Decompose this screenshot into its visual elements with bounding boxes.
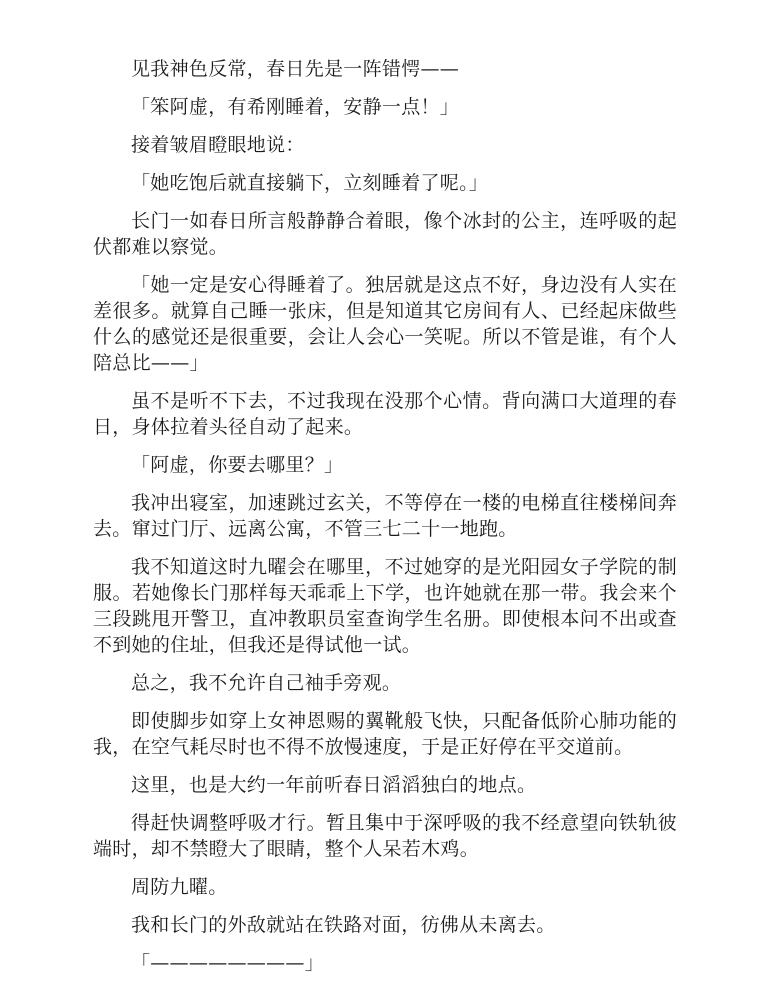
paragraph: 「她吃饱后就直接躺下，立刻睡着了呢。」 (131, 172, 489, 194)
paragraph: 即使脚步如穿上女神恩赐的翼靴般飞快，只配备低阶心肺功能的我，在空气耗尽时也不得不放慢速度，于是正好停在平交道前。 (93, 710, 677, 758)
paragraph: 得赶快调整呼吸才行。暂且集中于深呼吸的我不经意望向铁轨彼端时，却不禁瞪大了眼睛，整个人呆若木鸡。 (93, 812, 677, 860)
paragraph: 「笨阿虚，有希刚睡着，安静一点！」 (131, 96, 460, 118)
paragraph: 我冲出寝室，加速跳过玄关，不等停在一楼的电梯直往楼梯间奔去。窜过门厅、远离公寓，不管三七二十一地跑。 (93, 492, 677, 540)
paragraph: 接着皱眉瞪眼地说： (131, 134, 305, 156)
paragraph: 我和长门的外敌就站在铁路对面，彷佛从未离去。 (131, 914, 556, 936)
paragraph: 「她一定是安心得睡着了。独居就是这点不好，身边没有人实在差很多。就算自己睡一张床，但是知道其它房间有人、已经起床做些什么的感觉还是很重要，会让人会心一笑呢。所以不管是谁，有个人陪总比——」 (93, 274, 677, 374)
paragraph: 周防九曜。 (131, 876, 228, 898)
paragraph: 我不知道这时九曜会在哪里，不过她穿的是光阳园女子学院的制服。若她像长门那样每天乖乖上下学，也许她就在那一带。我会来个三段跳甩开警卫，直冲教职员室查询学生名册。即使根本问不出或查不到她的住址，但我还是得试他一试。 (93, 556, 677, 656)
paragraph: 这里，也是大约一年前听春日滔滔独白的地点。 (131, 774, 537, 796)
novel-text-body (93, 56, 677, 988)
paragraph: 长门一如春日所言般静静合着眼，像个冰封的公主，连呼吸的起伏都难以察觉。 (93, 210, 677, 258)
paragraph: 「阿虚，你要去哪里？」 (131, 454, 344, 476)
paragraph: 「————————」 (131, 952, 324, 974)
paragraph: 见我神色反常，春日先是一阵错愕—— (131, 58, 460, 80)
paragraph: 虽不是听不下去，不过我现在没那个心情。背向满口大道理的春日，身体拉着头径自动了起来。 (93, 390, 677, 438)
paragraph: 总之，我不允许自己袖手旁观。 (131, 672, 402, 694)
